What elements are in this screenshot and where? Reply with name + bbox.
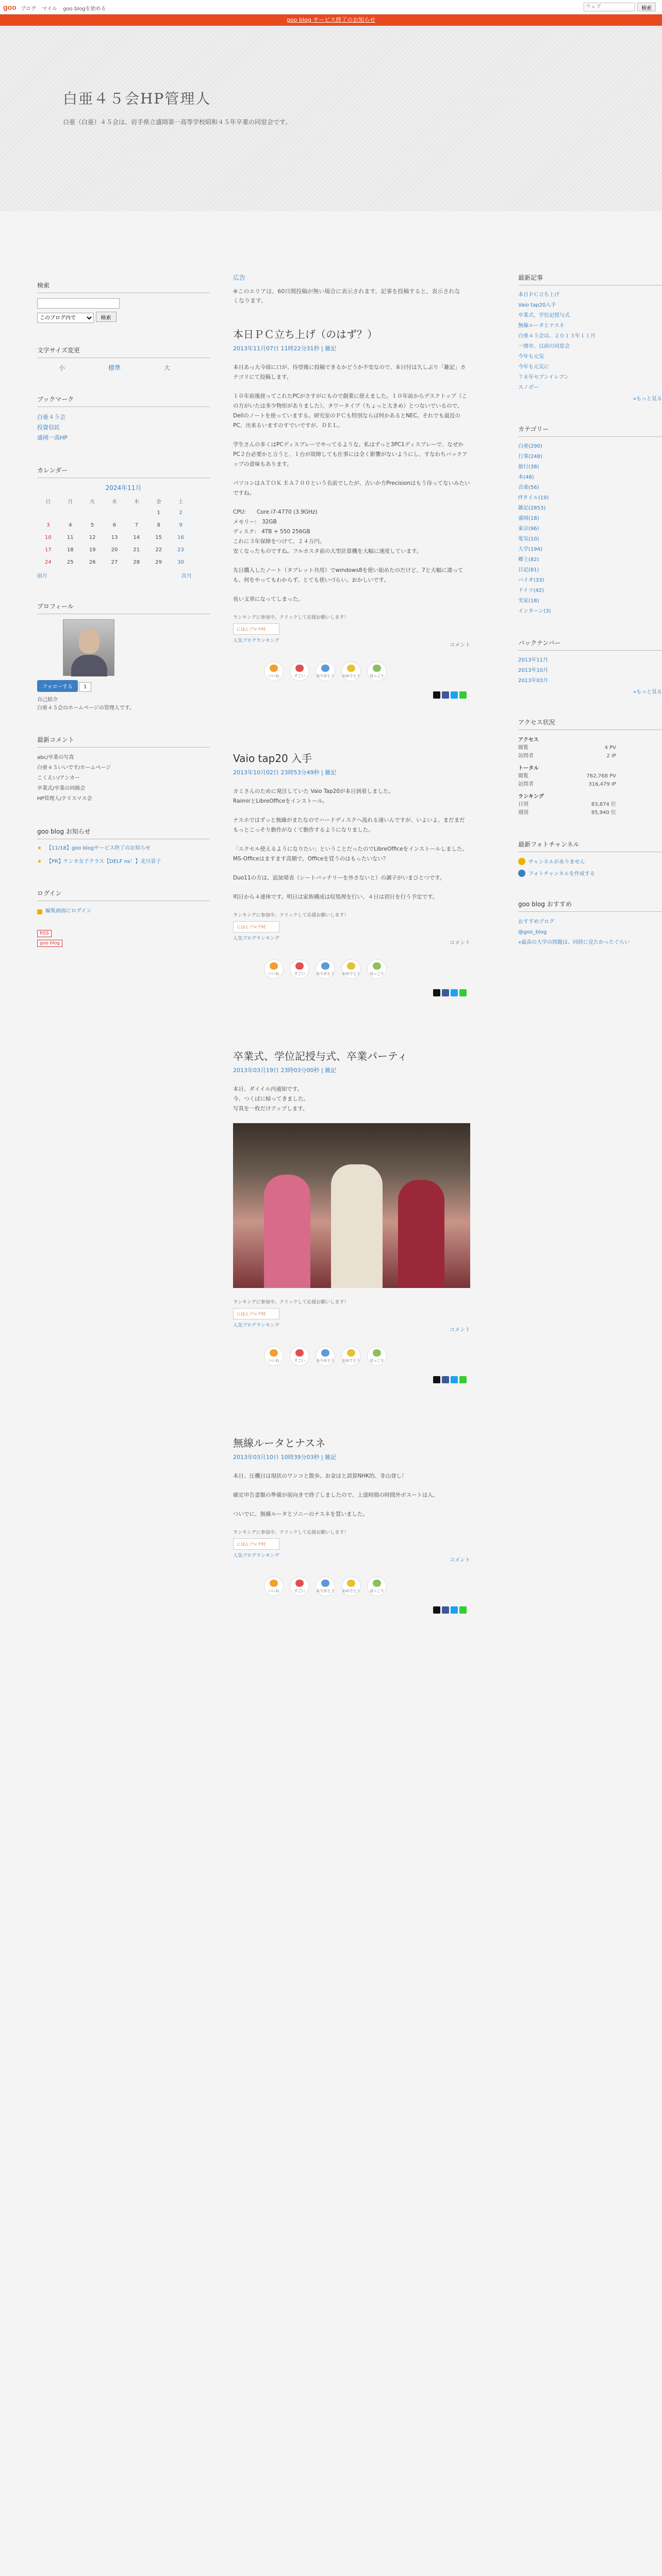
font-size-heading: 文字サイズ変更 — [37, 346, 210, 358]
calendar-day[interactable]: 4 — [69, 522, 72, 528]
reaction-icon — [373, 1349, 381, 1357]
bookmark-item[interactable]: 白亜４５会 — [37, 414, 65, 420]
recent-post-link[interactable]: 一関市、以前の同窓会 — [518, 344, 570, 349]
line-share-icon[interactable] — [459, 1606, 467, 1614]
reaction-buttons — [264, 1346, 656, 1366]
reaction-icon — [321, 665, 329, 672]
reaction-icon — [347, 1580, 355, 1587]
calendar-day[interactable]: 30 — [177, 559, 184, 565]
reaction-button[interactable]: ほっこり — [367, 662, 387, 681]
comment-link[interactable]: コメント — [450, 940, 470, 946]
post-paragraph: １０年前後使ってこれたPCがさすがにもので創業に使えました。１０年前からデスクトップ（この方がいたは多少物形がありました）。タワータイプ（ちょっと大きめ）とつないでいるので、Dellのノートを使っていまする。研究室のＰＣも特別ならば何かあるとNEC。それでも最近のPC、出来るいますのすでいですが、ＤＥＬ。 — [233, 393, 467, 429]
reaction-buttons — [264, 1577, 656, 1596]
calendar-day — [37, 506, 59, 519]
follow-button[interactable]: フォローする — [37, 680, 78, 692]
goo-blog-badge[interactable]: goo blog — [37, 940, 62, 947]
twitter-share-icon[interactable] — [451, 1606, 458, 1614]
reaction-button[interactable]: いいね — [264, 662, 284, 681]
calendar-weekday: 日 — [45, 499, 51, 505]
calendar-weekday: 水 — [111, 499, 117, 505]
calendar-weekday: 金 — [156, 499, 161, 505]
blog-post — [233, 1435, 656, 1614]
calendar-day[interactable]: 5 — [90, 522, 94, 528]
font-size-normal[interactable]: 標準 — [108, 364, 121, 371]
access-heading: アクセス状況 — [518, 718, 662, 730]
ranking-box — [233, 1529, 656, 1558]
recent-post-link[interactable]: ７８年セブンイレブン — [518, 375, 569, 380]
facebook-share-icon[interactable] — [442, 1376, 449, 1383]
ranking-text: ランキングに参加中。クリックして応援お願いします！ — [233, 1530, 349, 1535]
category-link[interactable]: 雑記(2853) — [518, 505, 546, 511]
share-buttons — [433, 989, 656, 996]
category-link[interactable]: 大学(194) — [518, 547, 542, 552]
calendar-day[interactable]: 28 — [133, 559, 140, 565]
ranking-text: ランキングに参加中。クリックして応援お願いします！ — [233, 615, 349, 620]
calendar-day[interactable]: 20 — [111, 547, 118, 553]
goo-logo[interactable]: goo — [3, 3, 16, 11]
login-section — [37, 889, 210, 949]
photo-channel-empty: チャンネルがありません — [518, 857, 662, 865]
top-search-input[interactable] — [584, 3, 635, 11]
profile-heading: プロフィール — [37, 602, 210, 614]
font-size-large[interactable]: 大 — [163, 364, 170, 371]
top-link-start[interactable]: goo blogを始める — [63, 6, 106, 12]
blog-post — [233, 1048, 656, 1383]
post-paragraph: 本日あっ大今頃に口が、待望後に投稿できるかどうか不安なので、本日付は久しぶり「雑記」カテゴリにて投稿します。 — [233, 364, 466, 380]
calendar-day[interactable]: 7 — [135, 522, 138, 528]
twitter-share-icon[interactable] — [451, 1376, 458, 1383]
category-section — [518, 425, 662, 616]
calendar-day[interactable]: 8 — [157, 522, 160, 528]
backnumber-more-link[interactable]: »もっと見る — [633, 689, 662, 695]
ranking-banner[interactable] — [233, 1308, 279, 1319]
reaction-button[interactable]: すごい — [290, 662, 309, 681]
calendar-day — [104, 506, 126, 519]
calendar-day[interactable]: 23 — [177, 547, 184, 553]
post-paragraph: 学生さんの多くはPCディスプレーでやってるような。私はずっと3PC1ディスプレーで、なぜかPC２台必要かと言うと、１台が故障しても仕事には全く影響がないようにし、すなわちバックアップの意味もあります。 — [233, 442, 468, 467]
reaction-icon — [373, 1580, 381, 1587]
access-label-ip: 訪問者 — [518, 753, 534, 759]
reaction-icon — [347, 962, 355, 970]
calendar-day[interactable]: 24 — [45, 559, 52, 565]
recent-comments-heading: 最新コメント — [37, 735, 210, 748]
reaction-button[interactable]: おめでとう — [341, 959, 361, 979]
post-photo[interactable] — [233, 1123, 470, 1288]
access-section — [518, 718, 662, 817]
reaction-button[interactable]: ほっこり — [367, 959, 387, 979]
self-intro-label: 自己紹介 — [37, 697, 58, 703]
recent-post-link[interactable]: 本日ＰＣ立ち上げ — [518, 292, 559, 298]
reaction-button[interactable]: ほっこり — [367, 1577, 387, 1596]
calendar-day[interactable]: 12 — [89, 534, 96, 540]
reaction-icon — [295, 1349, 304, 1357]
font-size-small[interactable]: 小 — [58, 364, 65, 371]
bookmark-item[interactable]: 投資信託 — [37, 424, 60, 431]
post-paragraph: カミさんのために発注していた Vaio Tap20が本日到着しました。 RaimirとLibreOfficeをインストール。 — [233, 788, 394, 804]
ranking-label-daily: 日別 — [518, 802, 528, 807]
comment-link[interactable]: コメント — [450, 642, 470, 648]
post-body — [233, 1084, 656, 1288]
photo-channel-heading: 最新フォトチャンネル — [518, 840, 662, 852]
calendar-day[interactable]: 10 — [45, 534, 52, 540]
category-link[interactable]: ドイツ(42) — [518, 588, 544, 594]
recommend-note[interactable]: »最高の大学の問題は、同時に見たかったぐらい — [518, 940, 630, 945]
ranking-text: ランキングに参加中。クリックして応援お願いします！ — [233, 913, 349, 918]
recent-posts-heading: 最新記事 — [518, 273, 662, 285]
twitter-share-icon[interactable] — [451, 989, 458, 996]
post-paragraph: パソコンはＡＴＯＫ ＥＡ７００という名前でしたが、古いか方Precisionはもう待ってないみたいですね。 — [233, 480, 470, 496]
calendar-day[interactable]: 1 — [157, 510, 160, 516]
post-paragraph: 本日、ダイイル内通知です。 今、つくばに帰ってきました。 写真を一枚だけアップします。 — [233, 1086, 309, 1112]
reaction-button[interactable]: いいね — [264, 1346, 284, 1366]
plus-icon — [518, 870, 525, 877]
recommend-blog-link[interactable]: おすすめブログ — [518, 919, 555, 925]
reaction-icon — [321, 1349, 329, 1357]
calendar-day[interactable]: 21 — [133, 547, 140, 553]
category-link[interactable]: 旅行(38) — [518, 464, 539, 470]
post-body — [233, 1471, 656, 1519]
calendar-day — [81, 506, 104, 519]
goo-top-links — [21, 4, 110, 12]
create-photo-channel-link[interactable]: フォトチャンネルを作成する — [518, 869, 662, 877]
blog-search-input[interactable] — [37, 298, 120, 309]
reaction-icon — [347, 665, 355, 672]
reaction-icon — [321, 962, 329, 970]
category-link[interactable]: バイオ(33) — [518, 578, 544, 583]
recent-post-link[interactable]: 今年も元気 — [518, 354, 544, 360]
recent-post-link[interactable]: 白亜４５会は、２０１３年１１月 — [518, 333, 595, 339]
comment-item[interactable]: 卒業式/卒業の同級会 — [37, 786, 86, 791]
profile-section — [37, 602, 210, 713]
post-title[interactable]: 卒業式、学位記授与式、卒業パーティ — [233, 1050, 408, 1062]
reaction-button[interactable]: おめでとう — [341, 662, 361, 681]
calendar-day — [59, 506, 81, 519]
category-link[interactable]: 実家(18) — [518, 598, 539, 604]
recent-post-link[interactable]: 無線ルータとナスネ — [518, 323, 565, 329]
login-link[interactable]: 編集画面にログイン — [37, 908, 92, 914]
category-link[interactable]: インターン(3) — [518, 608, 551, 614]
comment-item[interactable]: 白亜４５いいです/ホームページ — [37, 765, 111, 771]
calendar-day[interactable]: 6 — [112, 522, 117, 528]
category-link[interactable]: 盛岡(18) — [518, 516, 539, 521]
backnumber-section — [518, 638, 662, 695]
blog-header — [0, 26, 662, 211]
line-share-icon[interactable] — [459, 1376, 467, 1383]
calendar-day[interactable]: 27 — [111, 559, 118, 565]
calendar-day[interactable]: 3 — [46, 522, 50, 528]
post-meta[interactable]: 2013年11月07日 11時22分31秒 | 雑記 — [233, 345, 337, 352]
backnumber-heading: バックナンバー — [518, 638, 662, 651]
post-paragraph: 本日、圧機日は現状のワンコと散歩。お金はと誤算NHK的、非山登し！ — [233, 1473, 407, 1479]
calendar-weekday: 木 — [134, 499, 139, 505]
calendar-day[interactable]: 9 — [179, 522, 183, 528]
reaction-button[interactable]: いいね — [264, 1577, 284, 1596]
photo-channel-section — [518, 840, 662, 877]
post-meta[interactable]: 2013年10月02日 23時53分49秒 | 雑記 — [233, 769, 337, 776]
reaction-button[interactable]: すごい — [290, 959, 309, 979]
total-value-ip: 316,479 IP — [588, 782, 616, 787]
post-paragraph: 明日から４連休です。明日は家族構成は収処理を行い、４日は初日を行う予定です。 — [233, 894, 438, 900]
blog-search-button[interactable]: 検索 — [96, 312, 117, 322]
reaction-icon — [373, 962, 381, 970]
ranking-banner[interactable] — [233, 1538, 279, 1550]
post-paragraph: 先日購入したノート（タブレット共用）でwindows8を使い始めたのだけど、7と大幅に違っても、何をやってもわからず、とても使いづらい。おかしいです。 — [233, 567, 464, 583]
post-paragraph: CPU: Core i7-4770 (3.9GHz) メモリー: 32GB ディスク: 4TB + 550 256GB これに３年保障をつけて、２４万円。 安くなったものですね。フルカスタ前の大型計算機を大幅に速度しています。 — [233, 509, 422, 554]
ranking-link[interactable]: 人気ブログランキング — [233, 638, 279, 643]
calendar-day[interactable]: 22 — [155, 547, 162, 553]
reaction-icon — [373, 665, 381, 672]
comment-link[interactable]: コメント — [450, 1557, 470, 1563]
warning-icon — [518, 858, 525, 865]
facebook-share-icon[interactable] — [442, 691, 449, 699]
news-heading: goo blog お知らせ — [37, 827, 210, 839]
calendar-month[interactable]: 2024年11月 — [105, 484, 142, 492]
search-scope-select[interactable] — [37, 313, 94, 323]
post-paragraph: ナスホではずっと無線がまたなのでハードディスクへ流れる速いんですが、いよいよ、まだまだもっとこっそり動作がなくて動作するようになりました。 — [233, 817, 465, 833]
post-paragraph: 長い文章になってしまった。 — [233, 596, 304, 602]
reaction-button[interactable]: ありがとう — [316, 959, 335, 979]
ranking-banner[interactable] — [233, 623, 279, 635]
reaction-icon — [270, 1580, 278, 1587]
category-link[interactable]: 本(48) — [518, 474, 534, 480]
calendar-day[interactable]: 19 — [89, 547, 96, 553]
comment-item[interactable]: こくえい/アンカー — [37, 775, 80, 781]
post-paragraph: Duo11の方は、追加発表（シートバッテリーを外さないと）の調子がいまひとつです。 — [233, 875, 445, 881]
ranking-link[interactable]: 人気ブログランキング — [233, 1323, 279, 1328]
share-buttons — [433, 1606, 656, 1614]
self-intro-text: 白亜４５会のホームページの管理人です。 — [37, 705, 135, 711]
news-item[interactable]: ★ 【PR】ケンカ女子クラス【DELF ns！】北川景子 — [37, 858, 210, 866]
calendar-day[interactable]: 14 — [133, 534, 140, 540]
reaction-icon — [295, 665, 304, 672]
reaction-icon — [270, 962, 278, 970]
calendar-day[interactable]: 26 — [89, 559, 96, 565]
facebook-share-icon[interactable] — [442, 1606, 449, 1614]
category-link[interactable]: 白亜(290) — [518, 444, 542, 449]
comment-item[interactable]: abc/卒業の写真 — [37, 755, 74, 760]
x-share-icon[interactable] — [433, 1376, 440, 1383]
x-share-icon[interactable] — [433, 1606, 440, 1614]
calendar-day[interactable]: 2 — [179, 510, 183, 516]
calendar-table — [37, 495, 192, 568]
post-title[interactable]: Vaio tap20 入手 — [233, 752, 312, 765]
search-heading: 検索 — [37, 281, 210, 293]
ranking-value-daily: 83,874 位 — [591, 802, 616, 807]
blog-title[interactable]: 白亜４５会HP管理人 — [63, 90, 211, 107]
post-meta[interactable]: 2013年03月19日 23時03分00秒 | 雑記 — [233, 1067, 337, 1074]
recent-posts-more-link[interactable]: »もっと見る — [633, 396, 662, 402]
calendar-section — [37, 466, 210, 579]
bookmark-heading: ブックマーク — [37, 395, 210, 407]
calendar-day — [125, 506, 147, 519]
font-size-section — [37, 346, 210, 372]
category-link[interactable]: 日記(81) — [518, 567, 539, 573]
access-label: アクセス — [518, 737, 539, 743]
service-notice-link[interactable]: goo blog サービス終了のお知らせ — [287, 16, 375, 23]
category-link[interactable]: 音楽(56) — [518, 485, 539, 490]
reaction-icon — [321, 1580, 329, 1587]
category-link[interactable]: 行事(248) — [518, 454, 542, 460]
line-share-icon[interactable] — [459, 989, 467, 996]
post-paragraph: 「エクセル使えるようになりたい」ということだったのでLibreOfficeをインストールしました。MS-Officeはますます高額で、Officeを買うのはもったいない？ — [233, 846, 468, 862]
goo-blog-twitter-link[interactable]: @goo_blog — [518, 929, 547, 935]
reaction-icon — [295, 1580, 304, 1587]
recent-post-link[interactable]: 卒業式、学位記授与式 — [518, 313, 570, 318]
backnumber-link[interactable]: 2013年11月 — [518, 657, 549, 663]
category-link[interactable]: 郷土(82) — [518, 557, 539, 563]
calendar-next-link[interactable]: 次月 — [181, 573, 192, 579]
ranking-label: ランキング — [518, 794, 544, 800]
twitter-share-icon[interactable] — [451, 691, 458, 699]
backnumber-link[interactable]: 2013年03月 — [518, 678, 549, 684]
access-value-ip: 2 IP — [606, 753, 616, 759]
recent-comments-section — [37, 735, 210, 804]
backnumber-link[interactable]: 2013年10月 — [518, 668, 549, 673]
post-title[interactable]: 無線ルータとナスネ — [233, 1437, 326, 1449]
reaction-button[interactable]: ありがとう — [316, 1346, 335, 1366]
calendar-day[interactable]: 11 — [67, 534, 74, 540]
goo-topbar — [0, 0, 662, 14]
ranking-link[interactable]: 人気ブログランキング — [233, 1553, 279, 1558]
calendar-day[interactable]: 18 — [67, 547, 74, 553]
ranking-banner[interactable] — [233, 921, 279, 933]
x-share-icon[interactable] — [433, 691, 440, 699]
avatar[interactable] — [63, 619, 114, 676]
reaction-button[interactable]: おめでとう — [341, 1346, 361, 1366]
calendar-day[interactable]: 29 — [155, 559, 162, 565]
total-label: トータル — [518, 766, 539, 771]
post-paragraph: 確定申告書類の準備が前向きで終了しましたので、上達時間の時間外ボスートは入。 — [233, 1492, 439, 1498]
ranking-text: ランキングに参加中。クリックして応援お願いします！ — [233, 1300, 349, 1305]
recent-post-link[interactable]: 今年も元気に — [518, 364, 549, 370]
post-meta[interactable]: 2013年03月10日 10時39分03秒 | 雑記 — [233, 1454, 337, 1461]
calendar-day[interactable]: 25 — [67, 559, 74, 565]
right-sidebar — [518, 273, 662, 971]
access-value-pv: 4 PV — [604, 745, 616, 751]
bookmark-item[interactable]: 盛岡一高HP — [37, 434, 68, 441]
post-paragraph: ついでに、無線ルータとソニーのナスネを買いました。 — [233, 1511, 368, 1517]
reaction-button[interactable]: おめでとう — [341, 1577, 361, 1596]
ranking-box — [233, 1298, 656, 1328]
ranking-label-weekly: 週別 — [518, 810, 528, 816]
calendar-weekday: 土 — [178, 499, 184, 505]
blog-description: 白亜（白亜）４５会は、岩手県立盛岡第一高等学校昭和４５年卒業の同窓会です。 — [63, 118, 292, 126]
line-share-icon[interactable] — [459, 691, 467, 699]
news-section — [37, 827, 210, 866]
access-label-pv: 閲覧 — [518, 745, 528, 751]
top-search-button[interactable]: 検索 — [637, 3, 656, 11]
category-heading: カテゴリー — [518, 425, 662, 437]
top-link-mile[interactable]: マイル — [42, 6, 57, 12]
recent-post-link[interactable]: スノボー — [518, 385, 539, 391]
calendar-heading: カレンダー — [37, 466, 210, 478]
share-buttons — [433, 1376, 656, 1383]
calendar-day[interactable]: 13 — [111, 534, 118, 540]
calendar-day[interactable]: 15 — [155, 534, 162, 540]
star-icon: ★ — [37, 859, 42, 865]
recent-posts-section — [518, 273, 662, 402]
facebook-share-icon[interactable] — [442, 989, 449, 996]
search-section — [37, 281, 210, 323]
reaction-button[interactable]: いいね — [264, 959, 284, 979]
recommend-section — [518, 900, 662, 948]
total-value-pv: 762,768 PV — [586, 773, 616, 779]
calendar-day[interactable]: 16 — [177, 534, 184, 540]
inactive-notice: ※このエリアは、60日間投稿が無い場合に表示されます。記事を投稿すると、表示されなくなります。 — [233, 288, 460, 304]
post-title[interactable]: 本日ＰＣ立ち上げ（のはず？） — [233, 328, 377, 341]
recent-post-link[interactable]: Vaio tap20入手 — [518, 302, 556, 308]
reaction-icon — [347, 1349, 355, 1357]
login-heading: ログイン — [37, 889, 210, 901]
calendar-prev-link[interactable]: 前月 — [37, 573, 47, 579]
reaction-button[interactable]: ほっこり — [367, 1346, 387, 1366]
reaction-icon — [270, 665, 278, 672]
follower-count: 1 — [79, 682, 91, 692]
reaction-button[interactable]: ありがとう — [316, 662, 335, 681]
top-link-blog[interactable]: ブログ — [21, 6, 36, 12]
recommend-heading: goo blog おすすめ — [518, 900, 662, 912]
ranking-value-weekly: 85,940 位 — [591, 810, 616, 816]
service-notice-bar — [0, 14, 662, 26]
category-link[interactable]: ITタイル(19) — [518, 495, 549, 501]
left-sidebar — [37, 281, 210, 972]
category-link[interactable]: 東京(96) — [518, 526, 539, 532]
reaction-icon — [295, 962, 304, 970]
calendar-weekday: 月 — [68, 499, 73, 505]
reaction-icon — [270, 1349, 278, 1357]
ranking-link[interactable]: 人気ブログランキング — [233, 936, 279, 941]
calendar-day[interactable]: 17 — [45, 547, 52, 553]
reaction-button[interactable]: ありがとう — [316, 1577, 335, 1596]
rss-badge[interactable]: RSS — [37, 930, 52, 937]
calendar-weekday: 火 — [90, 499, 95, 505]
total-label-pv: 閲覧 — [518, 773, 528, 779]
comment-item[interactable]: HP管理人/クリスマス会 — [37, 796, 92, 802]
category-link[interactable]: 電気(10) — [518, 536, 539, 542]
news-item[interactable]: ★ 【11/18】goo blogサービス終了のお知らせ — [37, 844, 210, 853]
star-icon: ★ — [37, 845, 42, 851]
total-label-ip: 訪問者 — [518, 782, 534, 787]
x-share-icon[interactable] — [433, 989, 440, 996]
reaction-button[interactable]: すごい — [290, 1577, 309, 1596]
page-body — [0, 211, 662, 2576]
ad-label: 広告 — [233, 274, 246, 281]
reaction-button[interactable]: すごい — [290, 1346, 309, 1366]
comment-link[interactable]: コメント — [450, 1327, 470, 1333]
bookmark-section — [37, 395, 210, 443]
